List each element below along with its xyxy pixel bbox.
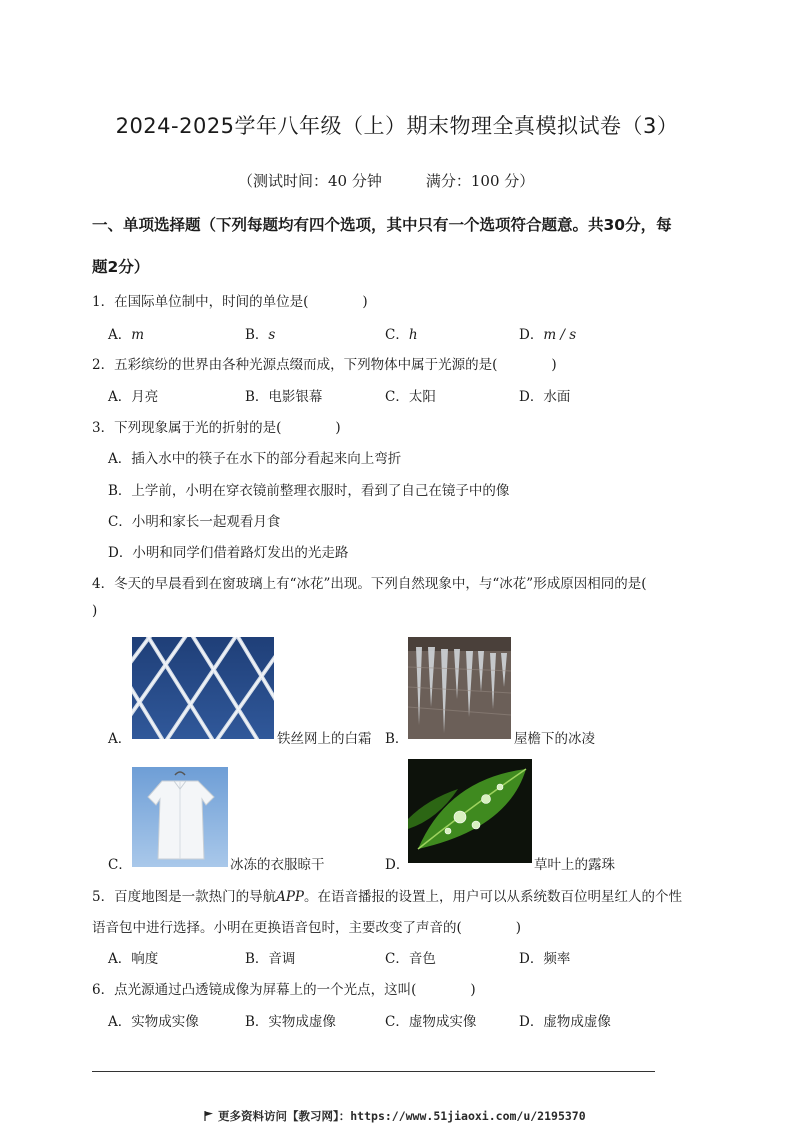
q1-option-b: B．s [245, 327, 276, 343]
q6-stem: 6．点光源通过凸透镜成像为屏幕上的一个光点，这叫( ) [92, 982, 476, 998]
q5-option-a: A．响度 [108, 951, 159, 967]
q3-option-c: C．小明和家长一起观看月食 [108, 514, 281, 530]
q4-option-a-caption: 铁丝网上的白霜 [277, 731, 372, 747]
exam-info [238, 170, 534, 191]
q6-option-b: B．实物成虚像 [245, 1014, 336, 1030]
q4-option-c-label: C． [108, 857, 132, 873]
q1-option-a: A．m [108, 327, 145, 343]
q6-option-d: D．虚物成虚像 [519, 1014, 611, 1030]
q6-option-c: C．虚物成实像 [385, 1014, 477, 1030]
q5-option-d: D．频率 [519, 951, 571, 967]
footer-link[interactable]: 更多资料访问【教习网】：https://www.51jiaoxi.com/u/2195370 [204, 1108, 586, 1124]
q4-option-b-caption: 屋檐下的冰凌 [514, 731, 595, 747]
q4-option-d-label: D． [385, 857, 410, 873]
q2-stem: 2．五彩缤纷的世界由各种光源点缀而成，下列物体中属于光源的是( ) [92, 357, 557, 373]
q4-stem: 4．冬天的早晨看到在窗玻璃上有“冰花”出现。下列自然现象中，与“冰花”形成原因相同的是( [92, 576, 647, 592]
q5-option-c: C．音色 [385, 951, 436, 967]
q2-option-c: C．太阳 [385, 389, 436, 405]
dew-leaf-image [408, 759, 532, 863]
q5-stem-line2: 语音包中进行选择。小明在更换语音包时，主要改变了声音的( ) [92, 920, 522, 936]
q2-option-a: A．月亮 [108, 389, 159, 405]
q3-option-d: D．小明和同学们借着路灯发出的光走路 [108, 545, 349, 561]
footer-divider [92, 1071, 655, 1072]
q1-stem: 1．在国际单位制中，时间的单位是( ) [92, 294, 368, 310]
q4-option-a-label: A． [108, 731, 132, 747]
frost-wire-image [132, 637, 274, 739]
q5-option-b: B．音调 [245, 951, 296, 967]
q4-stem-close: ) [92, 603, 98, 619]
q2-option-d: D．水面 [519, 389, 571, 405]
q6-option-a: A．实物成实像 [108, 1014, 199, 1030]
q3-stem: 3．下列现象属于光的折射的是( ) [92, 420, 341, 436]
frozen-clothes-image [132, 767, 228, 867]
icicles-image [408, 637, 511, 739]
q4-option-d-caption: 草叶上的露珠 [534, 857, 615, 873]
section-heading-line1: 一、单项选择题（下列每题均有四个选项，其中只有一个选项符合题意。共30分，每 [92, 216, 672, 234]
exam-score: 满分：100 分） [425, 172, 535, 190]
q3-option-a: A．插入水中的筷子在水下的部分看起来向上弯折 [108, 451, 402, 467]
q1-option-c: C．h [385, 327, 418, 343]
exam-time: （测试时间：40 分钟 [238, 172, 382, 190]
flag-icon [204, 1111, 214, 1121]
q5-stem-line1: 5．百度地图是一款热门的导航APP。在语音播报的设置上，用户可以从系统数百位明星红人的个性 [92, 889, 683, 905]
q2-option-b: B．电影银幕 [245, 389, 323, 405]
section-heading-line2: 题2分） [92, 258, 150, 276]
q4-option-b-label: B． [385, 731, 409, 747]
q3-option-b: B．上学前，小明在穿衣镜前整理衣服时，看到了自己在镜子中的像 [108, 483, 510, 499]
q1-option-d: D．m / s [519, 327, 577, 343]
q4-option-c-caption: 冰冻的衣服晾干 [230, 857, 325, 873]
page-title: 2024-2025学年八年级（上）期末物理全真模拟试卷（3） [115, 114, 679, 138]
